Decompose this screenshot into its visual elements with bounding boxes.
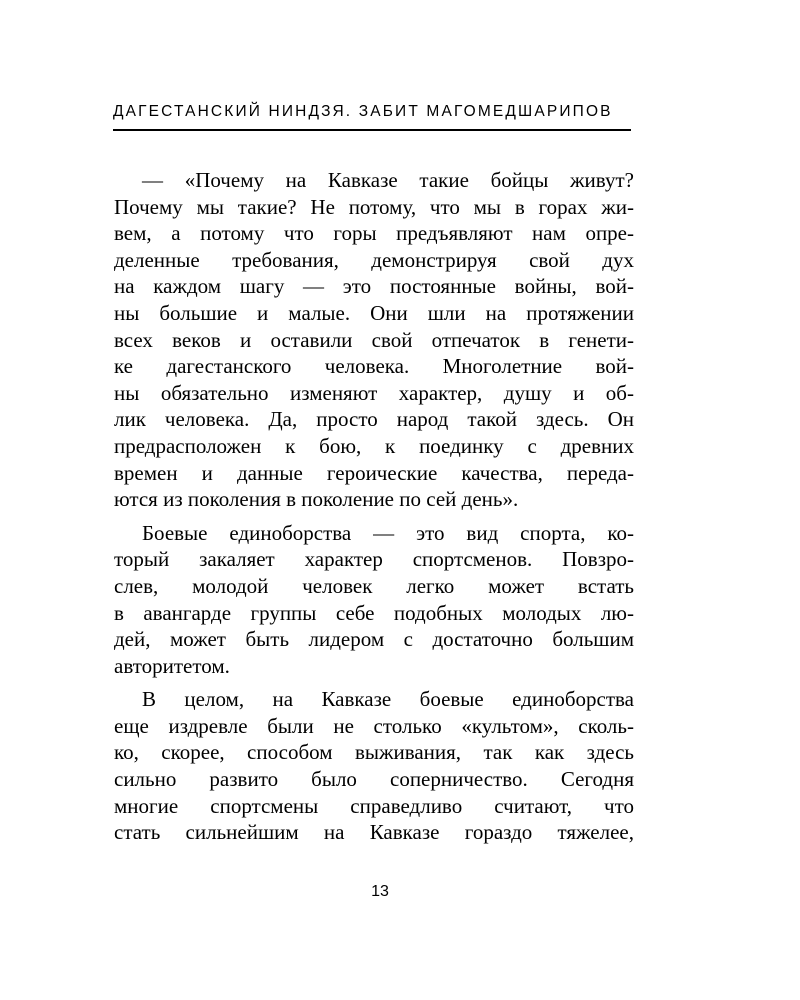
text-line: деленные требования, демонстрируя свой дух: [114, 247, 634, 272]
text-line: — «Почему на Кавказе такие бойцы живут?: [142, 168, 634, 192]
text-line: авторитетом.: [114, 653, 230, 678]
text-line: ны обязательно изменяют характер, душу и об-: [114, 380, 634, 405]
text-line: торый закаляет характер спортсменов. Повзро-: [114, 547, 634, 572]
text-line: слев, молодой человек легко может встать: [114, 573, 634, 598]
text-line: ке дагестанского человека. Многолетние вой-: [114, 354, 634, 379]
text-line: В целом, на Кавказе боевые единоборства: [142, 687, 634, 712]
text-line: лик человека. Да, просто народ такой здесь. Он: [114, 407, 634, 432]
text-line: сильно развито было соперничество. Сегодня: [114, 767, 634, 792]
paragraph-1: [114, 167, 634, 513]
text-line: многие спортсмены справедливо считают, что: [114, 793, 634, 818]
text-line: на каждом шагу — это постоянные войны, вой-: [114, 274, 634, 299]
paragraph-2: [114, 520, 634, 680]
text-line: ко, скорее, способом выживания, так как здесь: [114, 740, 634, 765]
text-line: всех веков и оставили свой отпечаток в генети-: [114, 327, 634, 352]
text-line: ны большие и малые. Они шли на протяжении: [114, 300, 634, 325]
text-line: времен и данные героические качества, переда-: [114, 460, 634, 485]
text-line: стать сильнейшим на Кавказе гораздо тяжелее,: [114, 820, 634, 845]
paragraph-gap: [114, 679, 634, 686]
text-line: еще издревле были не столько «культом», сколь-: [114, 713, 634, 738]
text-line: дей, может быть лидером с достаточно большим: [114, 627, 634, 652]
text-line: предрасположен к бою, к поединку с древних: [114, 433, 634, 458]
page-number: 13: [371, 883, 389, 900]
text-line: в авангарде группы себе подобных молодых лю-: [114, 600, 634, 625]
text-line: Почему мы такие? Не потому, что мы в горах жи-: [114, 194, 634, 219]
header-rule: [113, 129, 631, 131]
text-line: Боевые единоборства — это вид спорта, ко-: [142, 520, 634, 545]
paragraph-gap: [114, 513, 634, 520]
text-line: вем, а потому что горы предъявляют нам опре-: [114, 221, 634, 246]
text-line: ются из поколения в поколение по сей день».: [114, 487, 519, 512]
running-head: ДАГЕСТАНСКИЙ НИНДЗЯ. ЗАБИТ МАГОМЕДШАРИПОВ: [113, 103, 613, 120]
body-text: [114, 167, 634, 846]
paragraph-3: [114, 686, 634, 846]
